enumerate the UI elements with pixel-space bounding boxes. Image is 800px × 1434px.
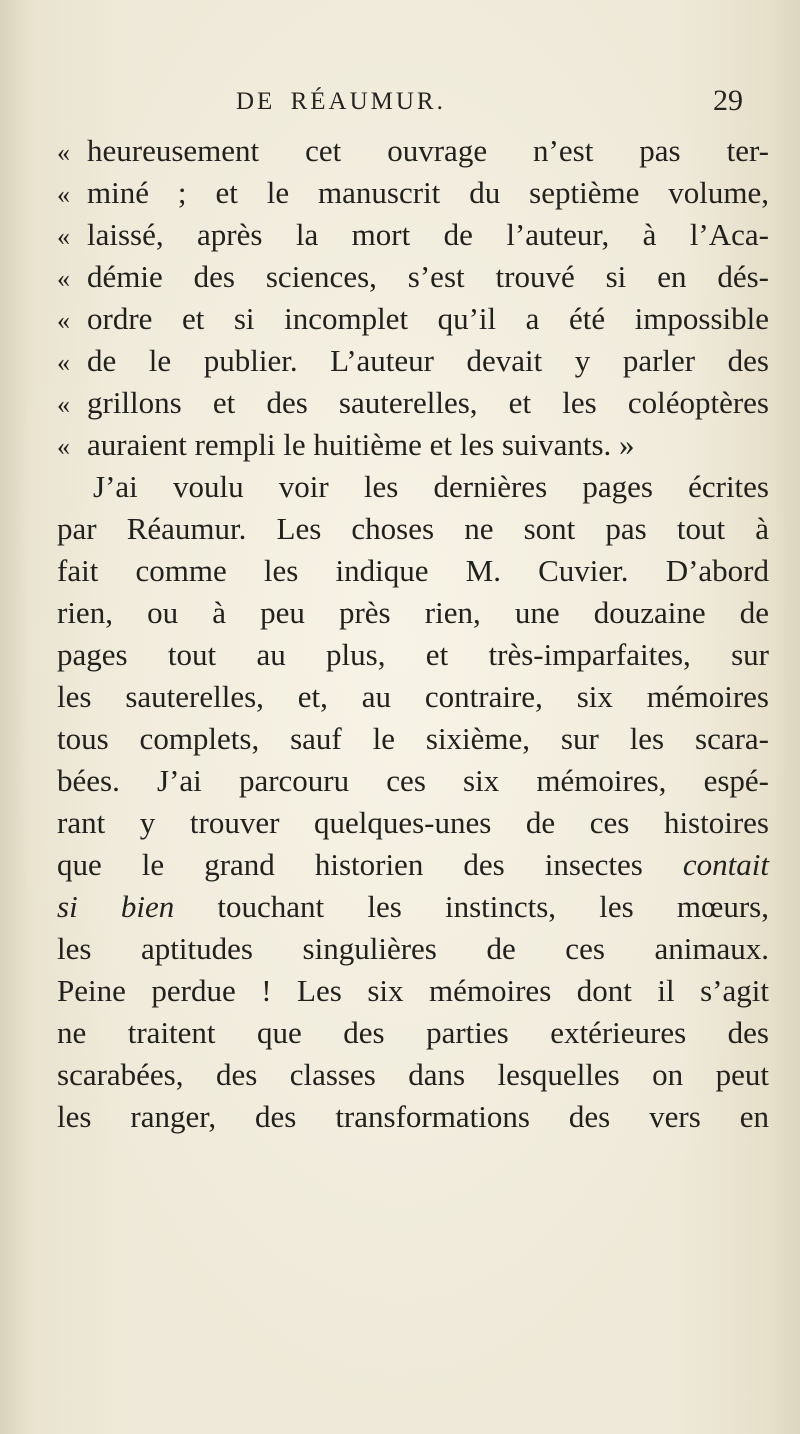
quote-mark: « (57, 180, 70, 209)
paragraph-line: pages tout au plus, et très-imparfaites, sur (57, 637, 769, 672)
quoted-line (57, 172, 769, 214)
quoted-line-text: ordre et si incomplet qu’il a été impossible (87, 301, 769, 336)
paragraph-line (57, 844, 769, 886)
paragraph-line: ne traitent que des parties extérieures des (57, 1015, 769, 1050)
quoted-line-text: heureusement cet ouvrage n’est pas ter- (87, 133, 769, 168)
paragraph-line: J’ai voulu voir les dernières pages écrites (93, 469, 769, 504)
quote-mark: « (57, 138, 70, 167)
quote-mark: « (57, 348, 70, 377)
paragraph-line: rien, ou à peu près rien, une douzaine de (57, 595, 769, 630)
paragraph-line: tous complets, sauf le sixième, sur les scara- (57, 721, 769, 756)
quoted-line-text: auraient rempli le huitième et les suivants. » (87, 427, 635, 462)
body-text (57, 130, 769, 1138)
paragraph-line: rant y trouver quelques-unes de ces histoires (57, 805, 769, 840)
quoted-line (57, 340, 769, 382)
paragraph-line-text: touchant les instincts, les mœurs, (174, 889, 769, 924)
quoted-line (57, 256, 769, 298)
quoted-line (57, 298, 769, 340)
quote-mark: « (57, 306, 70, 335)
quote-mark: « (57, 264, 70, 293)
paragraph-line: fait comme les indique M. Cuvier. D’abord (57, 553, 769, 588)
paragraph-line: les aptitudes singulières de ces animaux. (57, 931, 769, 966)
paragraph-line (57, 886, 769, 928)
paragraph-line: scarabées, des classes dans lesquelles on peut (57, 1057, 769, 1092)
paragraph-line: par Réaumur. Les choses ne sont pas tout à (57, 511, 769, 546)
paragraph-line: les sauterelles, et, au contraire, six mémoires (57, 679, 769, 714)
quoted-line (57, 130, 769, 172)
quoted-line-text: de le publier. L’auteur devait y parler des (87, 343, 769, 378)
quoted-line (57, 382, 769, 424)
italic-phrase: si bien (57, 889, 175, 924)
quote-mark: « (57, 432, 70, 461)
running-title: DE RÉAUMUR. (236, 88, 446, 115)
paragraph-line: les ranger, des transformations des vers en (57, 1099, 769, 1134)
quoted-line (57, 424, 769, 466)
paragraph-line: bées. J’ai parcouru ces six mémoires, espé- (57, 763, 769, 798)
quoted-line-text: miné ; et le manuscrit du septième volume, (87, 175, 769, 210)
page-number: 29 (713, 84, 743, 117)
quoted-line-text: démie des sciences, s’est trouvé si en dés- (87, 259, 769, 294)
quoted-line-text: grillons et des sauterelles, et les coléoptères (87, 385, 769, 420)
quote-mark: « (57, 390, 70, 419)
paragraph-line: Peine perdue ! Les six mémoires dont il s’agit (57, 973, 769, 1008)
paragraph-line-text: que le grand historien des insectes (57, 847, 643, 882)
quote-mark: « (57, 222, 70, 251)
quoted-line (57, 214, 769, 256)
italic-word: contait (682, 847, 770, 882)
quoted-line-text: laissé, après la mort de l’auteur, à l’Aca- (87, 217, 769, 252)
page-header (0, 84, 800, 124)
